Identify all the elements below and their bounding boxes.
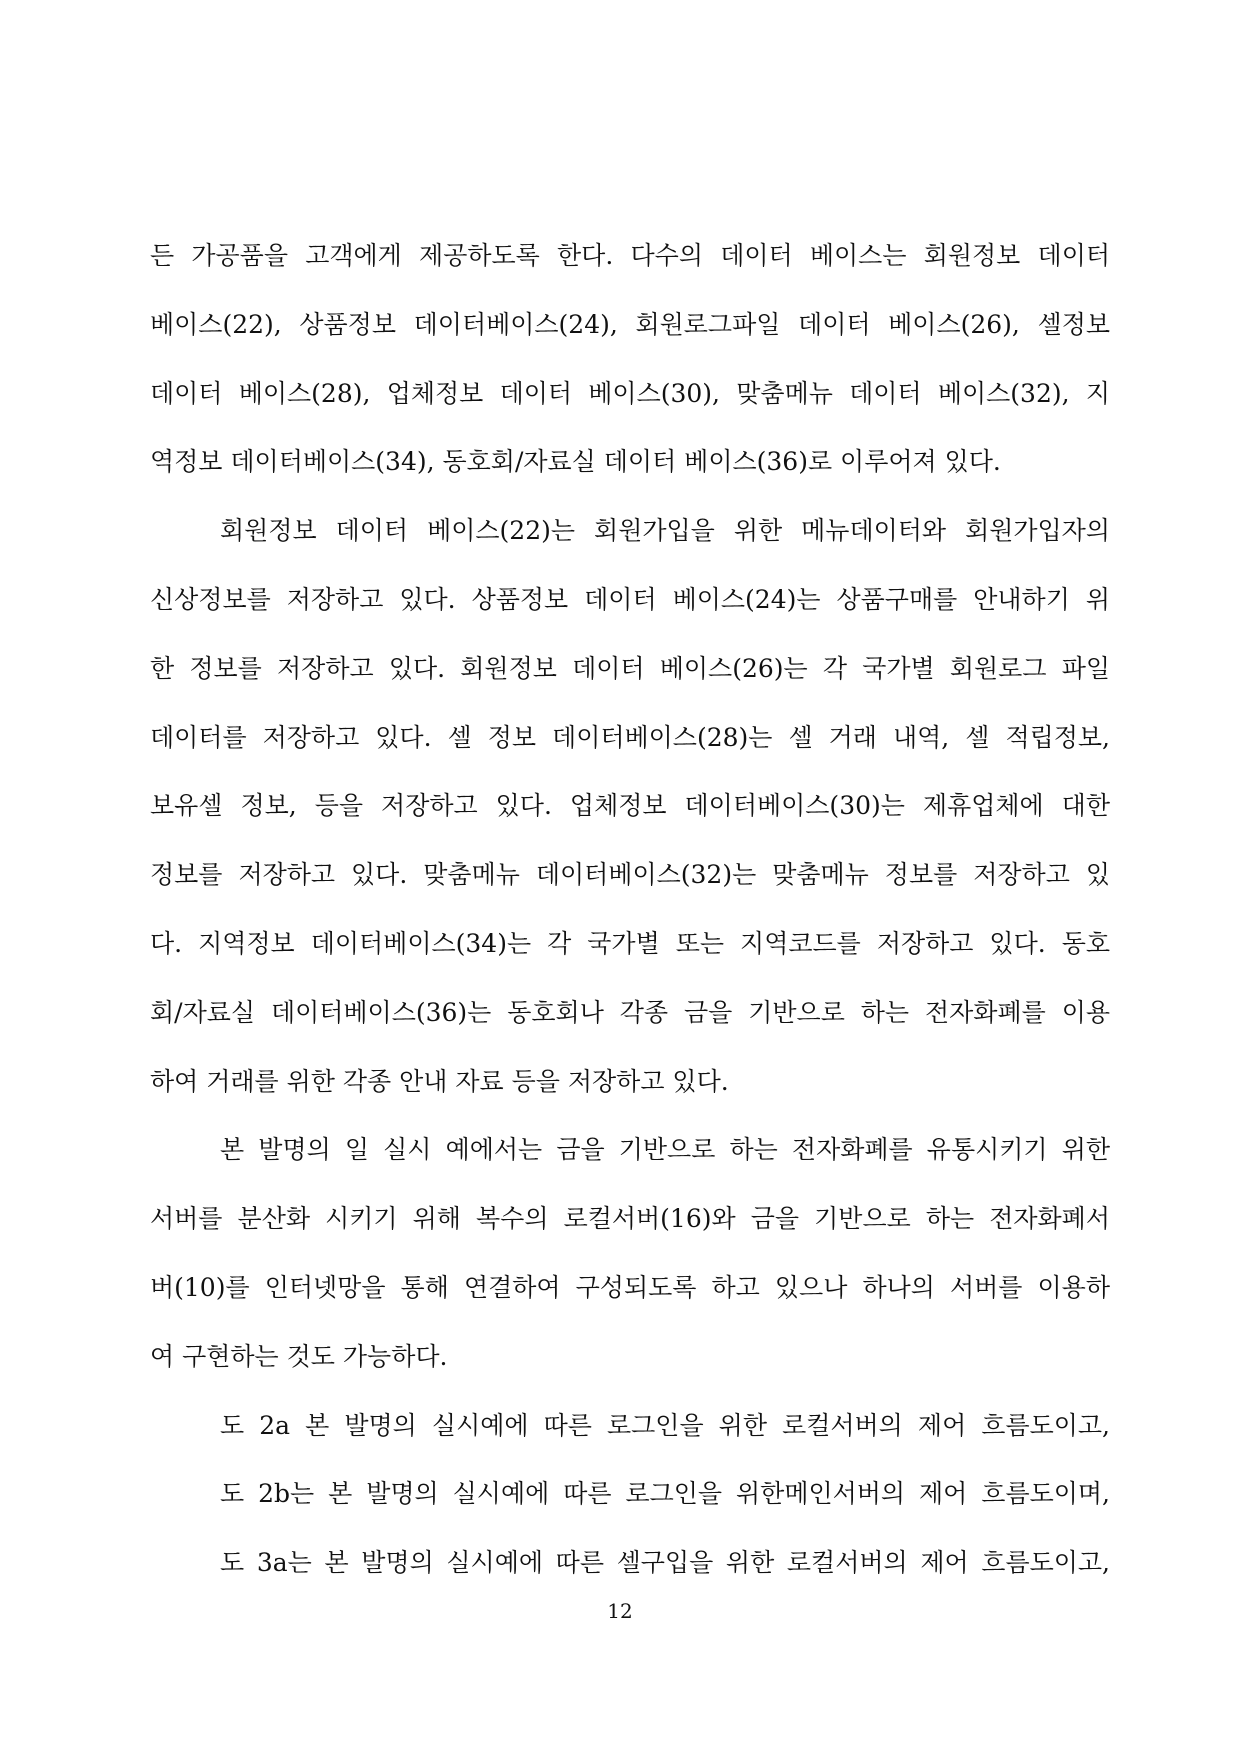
- text-line: 다. 지역정보 데이터베이스(34)는 각 국가별 또는 지역코드를 저장하고 있다. 동호: [150, 928, 1110, 958]
- text-line: 회원정보 데이터 베이스(22)는 회원가입을 위한 메뉴데이터와 회원가입자의: [220, 516, 1110, 546]
- paragraph-server-distribution: [150, 1116, 1110, 1391]
- text-line: 서버를 분산화 시키기 위해 복수의 로컬서버(16)와 금을 기반으로 하는 전자화폐서: [150, 1204, 1110, 1234]
- paragraph-database-descriptions: [150, 497, 1110, 1116]
- text-line: 정보를 저장하고 있다. 맞춤메뉴 데이터베이스(32)는 맞춤메뉴 정보를 저장하고 있: [150, 860, 1110, 890]
- text-line: 데이터를 저장하고 있다. 셀 정보 데이터베이스(28)는 셀 거래 내역, 셀 적립정보,: [150, 722, 1110, 752]
- text-line: 버(10)를 인터넷망을 통해 연결하여 구성되도록 하고 있으나 하나의 서버를 이용하: [150, 1272, 1110, 1302]
- body-text: [150, 222, 1110, 1598]
- text-line: 도 2b는 본 발명의 실시예에 따른 로그인을 위한메인서버의 제어 흐름도이며,: [220, 1479, 1110, 1509]
- figure-description-2a: [150, 1392, 1110, 1461]
- text-line: 역정보 데이터베이스(34), 동호회/자료실 데이터 베이스(36)로 이루어져 있다.: [150, 447, 1001, 477]
- figure-description-3a: [150, 1529, 1110, 1598]
- text-line: 든 가공품을 고객에게 제공하도록 한다. 다수의 데이터 베이스는 회원정보 데이터: [150, 241, 1110, 270]
- text-line: 도 2a 본 발명의 실시예에 따른 로그인을 위한 로컬서버의 제어 흐름도이고,: [220, 1410, 1110, 1440]
- page-number: 12: [607, 1599, 633, 1623]
- text-line: 하여 거래를 위한 각종 안내 자료 등을 저장하고 있다.: [150, 1066, 729, 1096]
- text-line: 여 구현하는 것도 가능하다.: [150, 1341, 448, 1371]
- text-line: 도 3a는 본 발명의 실시예에 따른 셀구입을 위한 로컬서버의 제어 흐름도이고,: [220, 1548, 1110, 1578]
- paragraph-databases: [150, 222, 1110, 497]
- text-line: 한 정보를 저장하고 있다. 회원정보 데이터 베이스(26)는 각 국가별 회원로그 파일: [150, 653, 1110, 683]
- text-line: 본 발명의 일 실시 예에서는 금을 기반으로 하는 전자화폐를 유통시키기 위한: [220, 1135, 1110, 1165]
- text-line: 신상정보를 저장하고 있다. 상품정보 데이터 베이스(24)는 상품구매를 안내하기 위: [150, 584, 1110, 614]
- text-line: 데이터 베이스(28), 업체정보 데이터 베이스(30), 맞춤메뉴 데이터 베이스(32), 지: [150, 378, 1110, 408]
- figure-description-2b: [150, 1460, 1110, 1529]
- text-line: 회/자료실 데이터베이스(36)는 동호회나 각종 금을 기반으로 하는 전자화폐를 이용: [150, 997, 1110, 1027]
- text-line: 베이스(22), 상품정보 데이터베이스(24), 회원로그파일 데이터 베이스(26), 셀정보: [150, 309, 1110, 339]
- text-line: 보유셀 정보, 등을 저장하고 있다. 업체정보 데이터베이스(30)는 제휴업체에 대한: [150, 791, 1110, 821]
